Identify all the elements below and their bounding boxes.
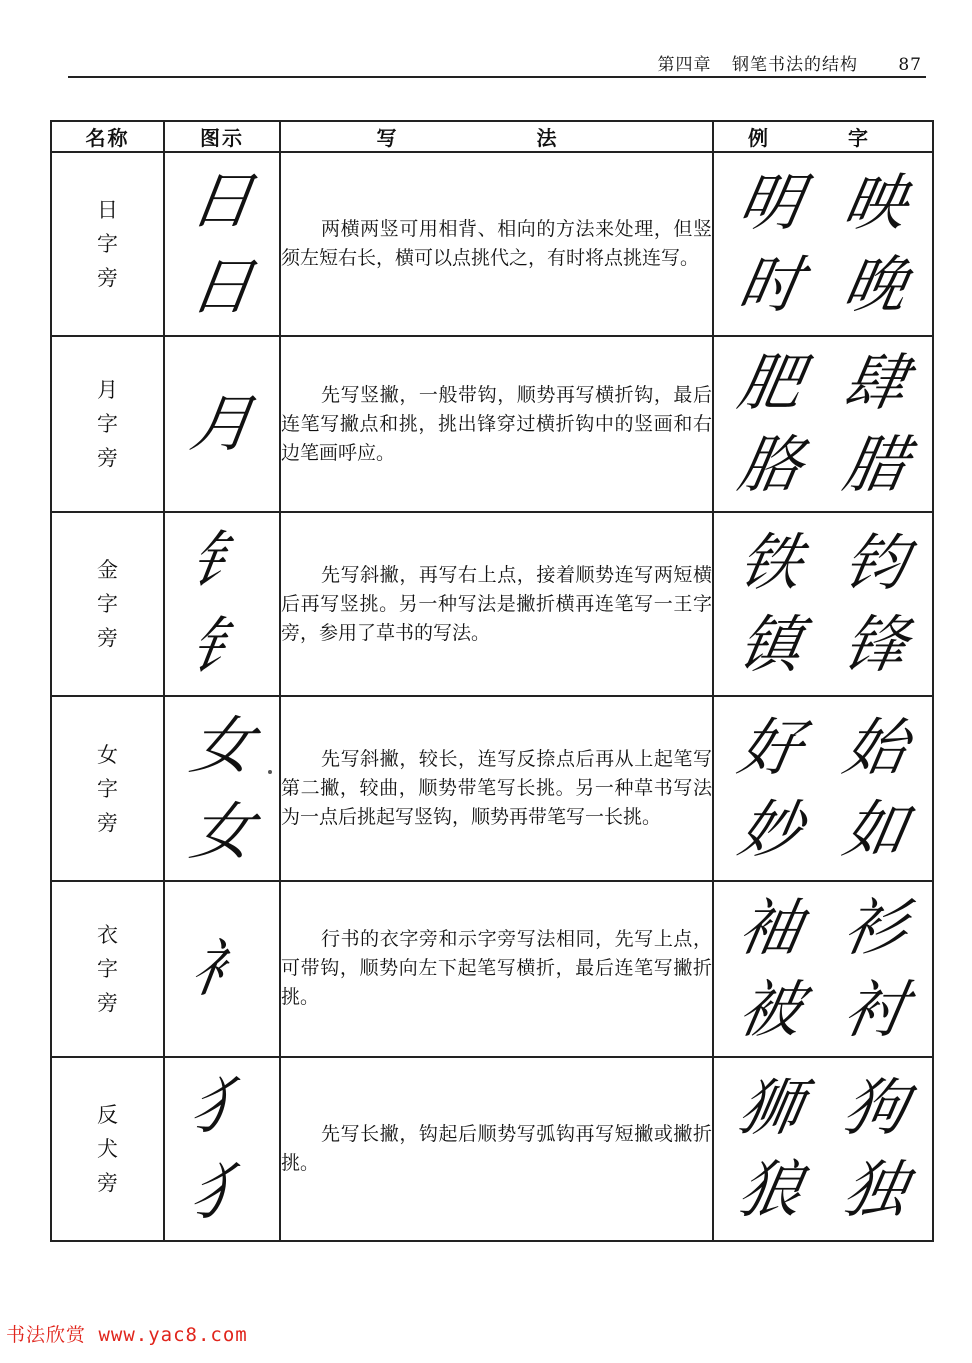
scan-speck	[268, 770, 272, 774]
radical-name: 月 字 旁	[51, 336, 164, 512]
page-number: 87	[898, 55, 922, 75]
radical-name: 衣 字 旁	[51, 881, 164, 1057]
table-header-row	[51, 121, 933, 152]
running-head	[644, 50, 922, 75]
method-text: 先写斜撇，较长，连写反捺点后再从上起笔写第二撇，较曲，顺势带笔写长挑。另一种草书写法为一点后挑起写竖钩，顺势再带笔写一长挑。	[280, 696, 713, 880]
table-row	[51, 152, 933, 336]
radical-diagram: 月	[164, 336, 280, 512]
table-row	[51, 512, 933, 696]
example-characters: 明 映 时 晚	[713, 152, 933, 336]
method-text: 两横两竖可用相背、相向的方法来处理，但竖须左短右长，横可以点挑代之，有时将点挑连写。	[280, 152, 713, 336]
page-header	[0, 0, 972, 80]
example-characters: 铁 钧 镇 锋	[713, 512, 933, 696]
radical-diagram: 犭 犭	[164, 1057, 280, 1241]
table-row	[51, 1057, 933, 1241]
radical-diagram: 日 日	[164, 152, 280, 336]
radical-name: 日 字 旁	[51, 152, 164, 336]
header-name: 名称	[51, 121, 164, 152]
method-text: 行书的衣字旁和示字旁写法相同，先写上点，可带钩，顺势向左下起笔写横折，最后连笔写撇折挑。	[280, 881, 713, 1057]
example-characters: 袖 衫 被 衬	[713, 881, 933, 1057]
example-characters: 肥 肆 胳 腊	[713, 336, 933, 512]
radical-name: 反 犬 旁	[51, 1057, 164, 1241]
method-text: 先写长撇，钩起后顺势写弧钩再写短撇或撇折挑。	[280, 1057, 713, 1241]
radical-diagram: 衤	[164, 881, 280, 1057]
method-text: 先写斜撇，再写右上点，接着顺势连写两短横后再写竖挑。另一种写法是撇折横再连笔写一王字旁，参用了草书的写法。	[280, 512, 713, 696]
radical-diagram: 女 女	[164, 696, 280, 880]
watermark: 书法欣赏 www.yac8.com	[6, 1324, 248, 1346]
chapter-title: 钢笔书法的结构	[731, 55, 858, 75]
table-row	[51, 336, 933, 512]
radical-table	[50, 120, 934, 1242]
example-characters: 狮 狗 狼 独	[713, 1057, 933, 1241]
header-method: 写 法	[280, 121, 713, 152]
header-examples: 例 字	[713, 121, 933, 152]
radical-diagram: 钅 钅	[164, 512, 280, 696]
chapter-label: 第四章	[657, 55, 712, 75]
method-text: 先写竖撇，一般带钩，顺势再写横折钩，最后连笔写撇点和挑，挑出锋穿过横折钩中的竖画和右边笔画呼应。	[280, 336, 713, 512]
header-diagram: 图示	[164, 121, 280, 152]
example-characters: 好 始 妙 如	[713, 696, 933, 880]
radical-name: 女 字 旁	[51, 696, 164, 880]
header-rule	[68, 76, 926, 78]
radical-name: 金 字 旁	[51, 512, 164, 696]
table-row	[51, 881, 933, 1057]
table-row	[51, 696, 933, 880]
